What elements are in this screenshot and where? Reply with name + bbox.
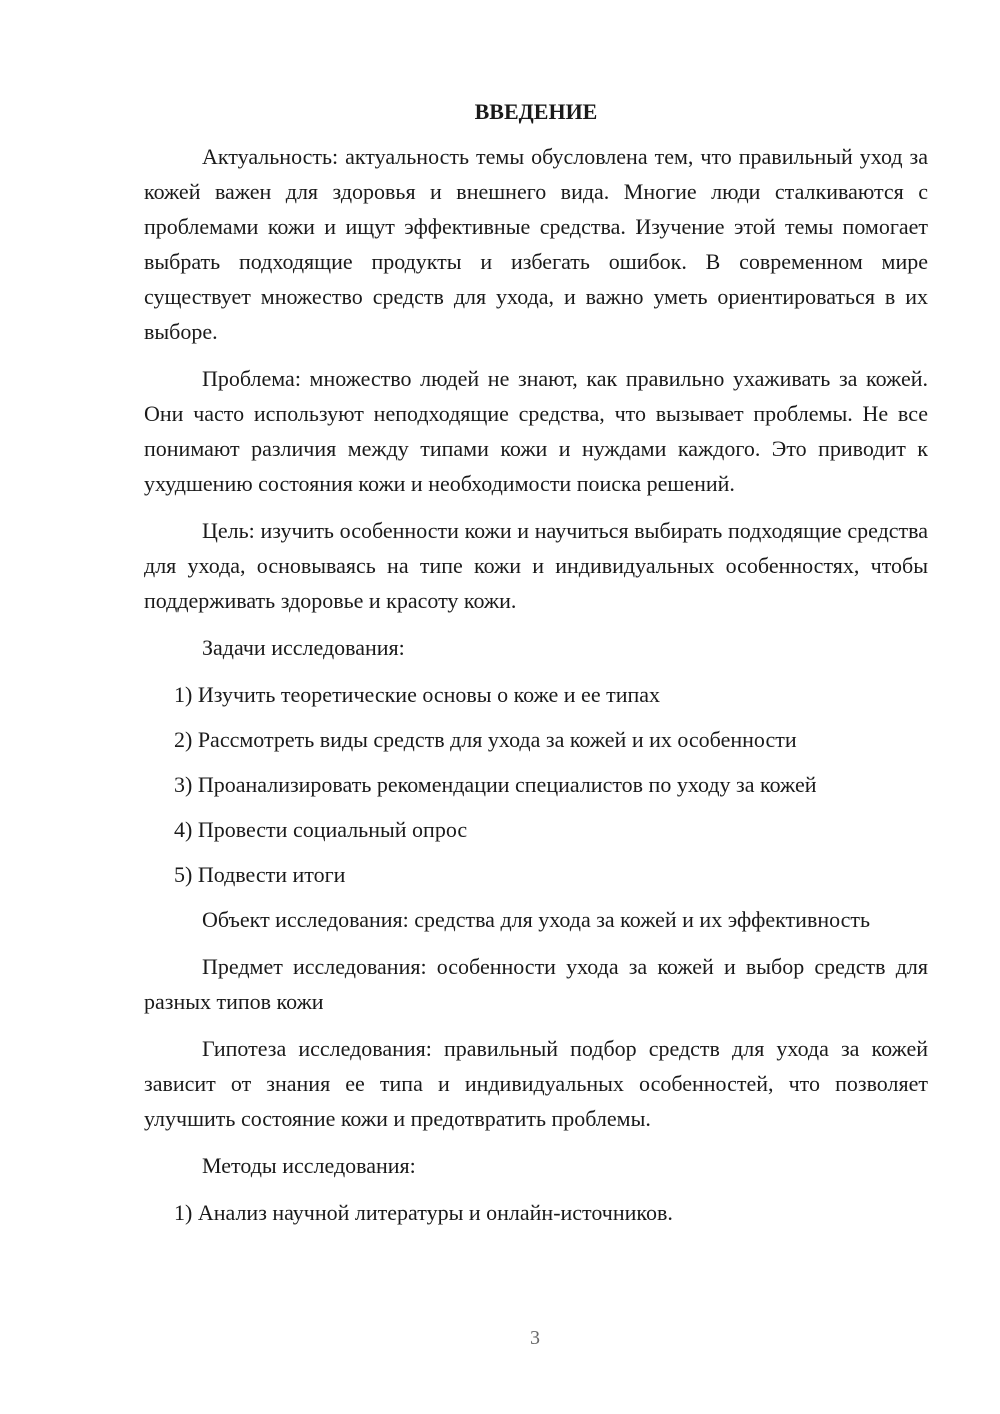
method-item: 1) Анализ научной литературы и онлайн-источников. (174, 1200, 673, 1225)
section-heading: ВВЕДЕНИЕ (474, 99, 598, 124)
tasks-label: Задачи исследования: (202, 635, 405, 660)
task-item: 1) Изучить теоретические основы о коже и ее типах (174, 682, 661, 707)
methods-label: Методы исследования: (202, 1153, 416, 1178)
paragraph-subject: Предмет исследования: особенности ухода за кожей и выбор средств для разных типов кожи (144, 954, 928, 1014)
paragraph-object: Объект исследования: средства для ухода за кожей и их эффективность (202, 907, 871, 932)
task-item: 3) Проанализировать рекомендации специалистов по уходу за кожей (174, 772, 817, 797)
paragraph-problem: Проблема: множество людей не знают, как правильно ухаживать за кожей. Они часто используют неподходящие средства, что вызывает проблемы. Не все понимают различия между типами кожи и нуждами каждого. Это приводит к ухудшению состояния кожи и необходимости поиска решений. (144, 366, 928, 496)
paragraph-goal: Цель: изучить особенности кожи и научиться выбирать подходящие средства для ухода, основываясь на типе кожи и индивидуальных особенностях, чтобы поддерживать здоровье и красоту кожи. (144, 518, 928, 613)
paragraph-relevance: Актуальность: актуальность темы обусловлена тем, что правильный уход за кожей важен для здоровья и внешнего вида. Многие люди сталкиваются с проблемами кожи и ищут эффективные средства. Изучение этой темы помогает выбрать подходящие продукты и избегать ошибок. В современном мире существует множество средств для ухода, и важно уметь ориентироваться в их выборе. (144, 144, 928, 344)
task-item: 4) Провести социальный опрос (174, 817, 468, 842)
page-content (144, 94, 928, 1240)
task-item: 2) Рассмотреть виды средств для ухода за кожей и их особенности (174, 727, 797, 752)
paragraph-hypothesis: Гипотеза исследования: правильный подбор средств для ухода за кожей зависит от знания ее типа и индивидуальных особенностей, что позволяет улучшить состояние кожи и предотвратить проблемы. (144, 1036, 928, 1131)
page-number: 3 (530, 1327, 540, 1349)
task-item: 5) Подвести итоги (174, 862, 346, 887)
